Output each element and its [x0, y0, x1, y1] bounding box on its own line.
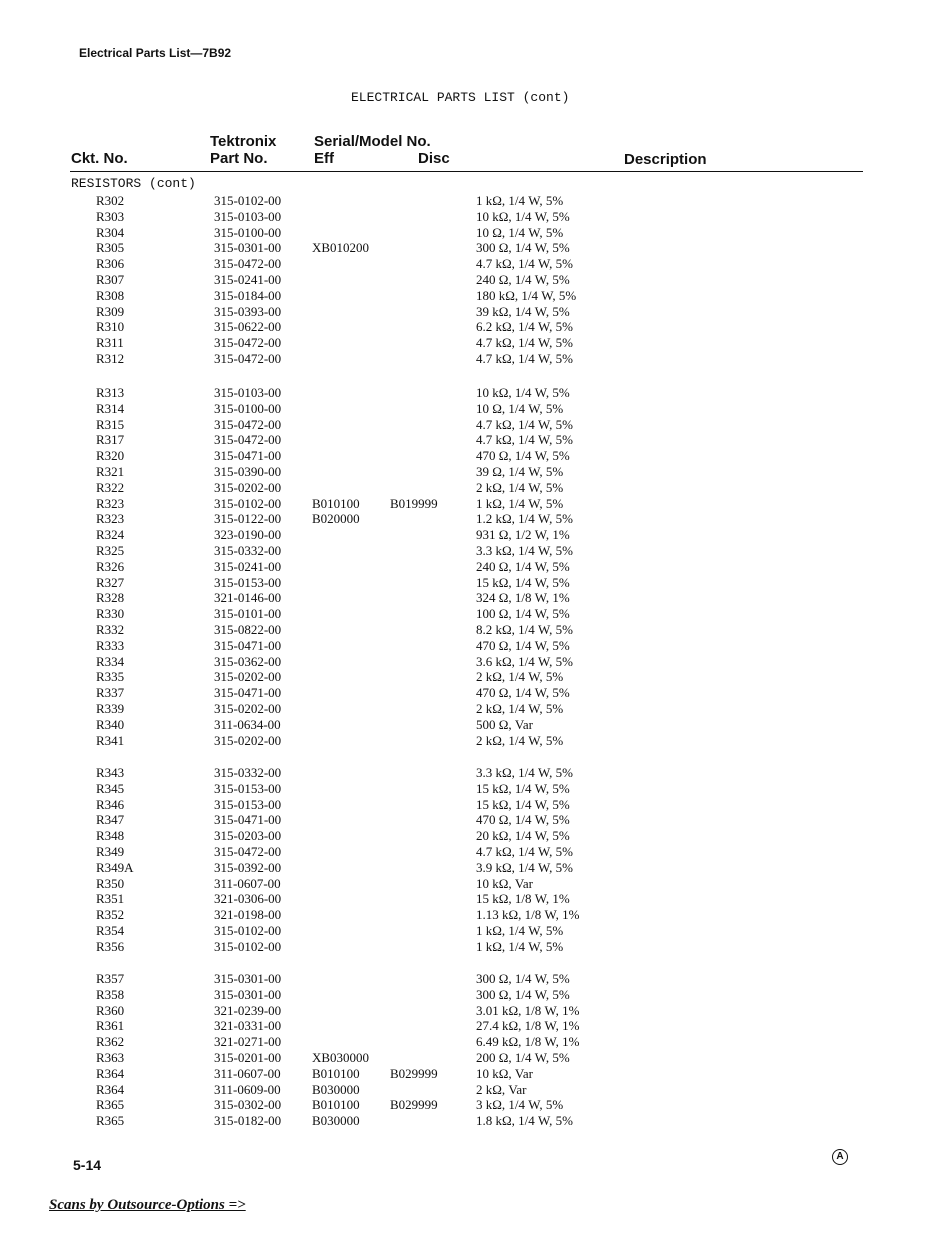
part-number: 315-0103-00	[214, 385, 282, 400]
ckt-number: R332	[96, 622, 125, 637]
part-number: 315-0100-00	[214, 400, 282, 416]
part-number: 315-0393-00	[214, 303, 282, 319]
description: 470 Ω, 1/4 W, 5%	[476, 448, 570, 464]
description: 10 kΩ, 1/4 W, 5%	[476, 208, 570, 224]
table-row	[0, 1018, 950, 1034]
table-row	[0, 1050, 950, 1066]
ckt-number: R365	[96, 1113, 125, 1129]
header-serial-model: Serial/Model No.	[314, 133, 431, 150]
ckt-number: R313	[96, 385, 125, 400]
running-head: Electrical Parts List—7B92	[79, 46, 232, 60]
description: 200 Ω, 1/4 W, 5%	[476, 1050, 570, 1065]
table-row	[0, 1113, 950, 1129]
ckt-number: R343	[96, 765, 125, 780]
ckt-number: R330	[96, 606, 125, 622]
part-number: 321-0271-00	[214, 1034, 282, 1050]
description: 1 kΩ, 1/4 W, 5%	[476, 193, 564, 208]
ckt-number: R349	[96, 844, 125, 859]
description: 15 kΩ, 1/4 W, 5%	[476, 780, 570, 796]
table-row	[0, 733, 950, 749]
description: 1.2 kΩ, 1/4 W, 5%	[476, 511, 573, 527]
serial-eff: B030000	[312, 1081, 360, 1097]
description: 3.3 kΩ, 1/4 W, 5%	[476, 765, 573, 780]
part-number: 315-0471-00	[214, 685, 282, 701]
ckt-number: R351	[96, 891, 125, 907]
table-row	[0, 987, 950, 1003]
table-row	[0, 240, 950, 256]
description: 4.7 kΩ, 1/4 W, 5%	[476, 256, 573, 272]
description: 470 Ω, 1/4 W, 5%	[476, 685, 570, 701]
part-number: 315-0153-00	[214, 780, 282, 796]
serial-disc: B019999	[390, 495, 438, 511]
part-number: 315-0472-00	[214, 256, 282, 272]
serial-eff: B010100	[312, 1097, 360, 1113]
ckt-number: R306	[96, 256, 125, 272]
list-title: ELECTRICAL PARTS LIST (cont)	[351, 90, 570, 105]
ckt-number: R307	[96, 272, 125, 287]
ckt-number: R350	[96, 875, 125, 891]
ckt-number: R352	[96, 907, 125, 923]
header-disc: Disc	[418, 150, 450, 167]
description: 300 Ω, 1/4 W, 5%	[476, 240, 570, 256]
description: 4.7 kΩ, 1/4 W, 5%	[476, 351, 573, 366]
table-row	[0, 844, 950, 860]
table-row	[0, 496, 950, 512]
ckt-number: R347	[96, 812, 125, 828]
description: 1 kΩ, 1/4 W, 5%	[476, 938, 564, 954]
description: 3.01 kΩ, 1/8 W, 1%	[476, 1002, 580, 1018]
description: 39 kΩ, 1/4 W, 5%	[476, 303, 570, 319]
description: 10 kΩ, Var	[476, 875, 533, 891]
table-row	[0, 559, 950, 575]
ckt-number: R337	[96, 685, 125, 701]
description: 1.8 kΩ, 1/4 W, 5%	[476, 1113, 573, 1129]
header-part-no: Part No.	[210, 150, 268, 167]
table-row	[0, 464, 950, 480]
table-row	[0, 417, 950, 433]
part-number: 315-0472-00	[214, 432, 282, 448]
ckt-number: R309	[96, 303, 125, 319]
description: 470 Ω, 1/4 W, 5%	[476, 637, 570, 653]
serial-eff: XB030000	[312, 1050, 370, 1065]
table-row	[0, 828, 950, 844]
table-row	[0, 448, 950, 464]
header-description: Description	[624, 151, 707, 168]
revision-mark-icon: A	[832, 1149, 848, 1165]
table-row	[0, 432, 950, 448]
table-row	[0, 876, 950, 892]
part-number: 315-0203-00	[214, 828, 282, 844]
table-row	[0, 971, 950, 987]
ckt-number: R356	[96, 938, 125, 954]
ckt-number: R310	[96, 319, 125, 335]
header-ckt-no: Ckt. No.	[71, 150, 128, 167]
description: 2 kΩ, Var	[476, 1081, 527, 1097]
table-row	[0, 1082, 950, 1098]
serial-disc: B029999	[390, 1097, 438, 1113]
ckt-number: R334	[96, 653, 125, 669]
table-row	[0, 1066, 950, 1082]
ckt-number: R323	[96, 511, 125, 527]
description: 6.2 kΩ, 1/4 W, 5%	[476, 319, 573, 335]
table-row	[0, 654, 950, 670]
serial-eff: XB010200	[312, 240, 370, 256]
table-row	[0, 335, 950, 351]
part-number: 311-0607-00	[214, 1065, 281, 1081]
table-row	[0, 891, 950, 907]
ckt-number: R305	[96, 240, 125, 256]
description: 15 kΩ, 1/4 W, 5%	[476, 574, 570, 590]
table-row	[0, 923, 950, 939]
description: 180 kΩ, 1/4 W, 5%	[476, 287, 577, 303]
table-row	[0, 1003, 950, 1019]
part-number: 315-0301-00	[214, 971, 282, 986]
serial-eff: B010100	[312, 495, 360, 511]
part-number: 311-0607-00	[214, 875, 281, 891]
part-number: 321-0306-00	[214, 891, 282, 907]
table-row	[0, 1097, 950, 1113]
table-row	[0, 225, 950, 241]
description: 20 kΩ, 1/4 W, 5%	[476, 828, 570, 844]
ckt-number: R363	[96, 1050, 125, 1065]
table-row	[0, 511, 950, 527]
table-row	[0, 527, 950, 543]
table-row	[0, 669, 950, 685]
part-number: 315-0184-00	[214, 287, 282, 303]
ckt-number: R340	[96, 716, 125, 732]
description: 27.4 kΩ, 1/8 W, 1%	[476, 1018, 580, 1034]
ckt-number: R320	[96, 448, 125, 464]
description: 100 Ω, 1/4 W, 5%	[476, 606, 570, 622]
part-number: 315-0102-00	[214, 193, 282, 208]
scan-credit-link[interactable]: Scans by Outsource-Options =>	[49, 1197, 246, 1213]
ckt-number: R321	[96, 464, 125, 479]
table-row	[0, 1034, 950, 1050]
ckt-number: R303	[96, 208, 125, 224]
description: 10 Ω, 1/4 W, 5%	[476, 224, 564, 240]
section-title: RESISTORS (cont)	[71, 176, 196, 191]
serial-disc: B029999	[390, 1065, 438, 1081]
description: 15 kΩ, 1/4 W, 5%	[476, 796, 570, 812]
description: 1 kΩ, 1/4 W, 5%	[476, 495, 564, 511]
part-number: 321-0331-00	[214, 1018, 282, 1034]
description: 2 kΩ, 1/4 W, 5%	[476, 701, 564, 716]
ckt-number: R323	[96, 495, 125, 511]
ckt-number: R302	[96, 193, 125, 208]
part-number: 321-0146-00	[214, 590, 282, 606]
description: 8.2 kΩ, 1/4 W, 5%	[476, 622, 573, 637]
table-row	[0, 638, 950, 654]
table-row	[0, 480, 950, 496]
ckt-number: R358	[96, 986, 125, 1002]
part-number: 321-0239-00	[214, 1002, 282, 1018]
ckt-number: R333	[96, 637, 125, 653]
serial-eff: B030000	[312, 1113, 360, 1129]
description: 39 Ω, 1/4 W, 5%	[476, 464, 564, 479]
table-row	[0, 797, 950, 813]
part-number: 315-0182-00	[214, 1113, 282, 1129]
ckt-number: R326	[96, 558, 125, 574]
part-number: 315-0202-00	[214, 669, 282, 685]
ckt-number: R346	[96, 796, 125, 812]
description: 6.49 kΩ, 1/8 W, 1%	[476, 1034, 580, 1050]
table-row	[0, 781, 950, 797]
part-number: 315-0153-00	[214, 574, 282, 590]
description: 240 Ω, 1/4 W, 5%	[476, 558, 570, 574]
part-number: 315-0100-00	[214, 224, 282, 240]
part-number: 315-0332-00	[214, 543, 282, 558]
part-number: 315-0102-00	[214, 923, 282, 938]
part-number: 315-0332-00	[214, 765, 282, 780]
ckt-number: R361	[96, 1018, 125, 1034]
description: 324 Ω, 1/8 W, 1%	[476, 590, 570, 606]
ckt-number: R328	[96, 590, 125, 606]
part-number: 321-0198-00	[214, 907, 282, 923]
table-row	[0, 590, 950, 606]
table-row	[0, 304, 950, 320]
part-number: 315-0472-00	[214, 351, 282, 366]
ckt-number: R304	[96, 224, 125, 240]
description: 4.7 kΩ, 1/4 W, 5%	[476, 335, 573, 351]
part-number: 315-0622-00	[214, 319, 282, 335]
description: 2 kΩ, 1/4 W, 5%	[476, 669, 564, 685]
ckt-number: R354	[96, 923, 125, 938]
ckt-number: R315	[96, 416, 125, 432]
table-row	[0, 193, 950, 209]
description: 931 Ω, 1/2 W, 1%	[476, 527, 570, 543]
description: 3.3 kΩ, 1/4 W, 5%	[476, 543, 573, 558]
description: 3.9 kΩ, 1/4 W, 5%	[476, 859, 573, 875]
ckt-number: R360	[96, 1002, 125, 1018]
part-number: 315-0301-00	[214, 240, 282, 256]
part-number: 315-0101-00	[214, 606, 282, 622]
ckt-number: R348	[96, 828, 125, 844]
ckt-number: R341	[96, 732, 125, 748]
description: 500 Ω, Var	[476, 716, 533, 732]
description: 10 Ω, 1/4 W, 5%	[476, 400, 564, 416]
table-row	[0, 907, 950, 923]
table-row	[0, 543, 950, 559]
part-number: 315-0472-00	[214, 844, 282, 859]
ckt-number: R325	[96, 543, 125, 558]
description: 1 kΩ, 1/4 W, 5%	[476, 923, 564, 938]
part-number: 315-0103-00	[214, 208, 282, 224]
part-number: 315-0392-00	[214, 859, 282, 875]
ckt-number: R339	[96, 701, 125, 716]
ckt-number: R322	[96, 479, 125, 495]
part-number: 315-0471-00	[214, 637, 282, 653]
description: 470 Ω, 1/4 W, 5%	[476, 812, 570, 828]
part-number: 315-0102-00	[214, 495, 282, 511]
ckt-number: R327	[96, 574, 125, 590]
table-row	[0, 685, 950, 701]
table-row	[0, 575, 950, 591]
table-row	[0, 860, 950, 876]
part-number: 315-0302-00	[214, 1097, 282, 1113]
header-eff: Eff	[314, 150, 334, 167]
table-row	[0, 765, 950, 781]
header-rule	[70, 171, 863, 172]
ckt-number: R357	[96, 971, 125, 986]
ckt-number: R317	[96, 432, 125, 448]
serial-eff: B010100	[312, 1065, 360, 1081]
part-number: 315-0472-00	[214, 335, 282, 351]
part-number: 315-0301-00	[214, 986, 282, 1002]
part-number: 311-0634-00	[214, 716, 281, 732]
description: 10 kΩ, 1/4 W, 5%	[476, 385, 570, 400]
part-number: 315-0241-00	[214, 272, 282, 287]
part-number: 315-0472-00	[214, 416, 282, 432]
ckt-number: R349A	[96, 859, 134, 875]
description: 4.7 kΩ, 1/4 W, 5%	[476, 416, 573, 432]
ckt-number: R365	[96, 1097, 125, 1113]
ckt-number: R308	[96, 287, 125, 303]
ckt-number: R362	[96, 1034, 125, 1050]
page-number: 5-14	[73, 1157, 102, 1173]
description: 300 Ω, 1/4 W, 5%	[476, 986, 570, 1002]
description: 3 kΩ, 1/4 W, 5%	[476, 1097, 564, 1113]
table-row	[0, 385, 950, 401]
table-row	[0, 351, 950, 367]
table-row	[0, 256, 950, 272]
part-number: 323-0190-00	[214, 527, 282, 543]
ckt-number: R314	[96, 400, 125, 416]
part-number: 315-0202-00	[214, 732, 282, 748]
description: 2 kΩ, 1/4 W, 5%	[476, 479, 564, 495]
part-number: 315-0102-00	[214, 938, 282, 954]
description: 1.13 kΩ, 1/8 W, 1%	[476, 907, 580, 923]
part-number: 315-0202-00	[214, 701, 282, 716]
part-number: 315-0241-00	[214, 558, 282, 574]
description: 15 kΩ, 1/8 W, 1%	[476, 891, 570, 907]
part-number: 315-0362-00	[214, 653, 282, 669]
description: 2 kΩ, 1/4 W, 5%	[476, 732, 564, 748]
description: 300 Ω, 1/4 W, 5%	[476, 971, 570, 986]
table-row	[0, 939, 950, 955]
ckt-number: R364	[96, 1065, 125, 1081]
description: 240 Ω, 1/4 W, 5%	[476, 272, 570, 287]
part-number: 311-0609-00	[214, 1081, 281, 1097]
table-row	[0, 622, 950, 638]
ckt-number: R311	[96, 335, 124, 351]
header-tektronix: Tektronix	[210, 133, 277, 150]
description: 10 kΩ, Var	[476, 1065, 533, 1081]
table-row	[0, 288, 950, 304]
description: 4.7 kΩ, 1/4 W, 5%	[476, 432, 573, 448]
table-row	[0, 812, 950, 828]
description: 3.6 kΩ, 1/4 W, 5%	[476, 653, 573, 669]
ckt-number: R312	[96, 351, 125, 366]
serial-eff: B020000	[312, 511, 360, 527]
part-number: 315-0122-00	[214, 511, 282, 527]
table-row	[0, 209, 950, 225]
ckt-number: R335	[96, 669, 125, 685]
part-number: 315-0202-00	[214, 479, 282, 495]
part-number: 315-0201-00	[214, 1050, 282, 1065]
part-number: 315-0471-00	[214, 812, 282, 828]
description: 4.7 kΩ, 1/4 W, 5%	[476, 844, 573, 859]
ckt-number: R324	[96, 527, 125, 543]
ckt-number: R364	[96, 1081, 125, 1097]
part-number: 315-0153-00	[214, 796, 282, 812]
table-row	[0, 401, 950, 417]
table-row	[0, 319, 950, 335]
part-number: 315-0471-00	[214, 448, 282, 464]
table-row	[0, 717, 950, 733]
table-row	[0, 272, 950, 288]
part-number: 315-0822-00	[214, 622, 282, 637]
part-number: 315-0390-00	[214, 464, 282, 479]
table-row	[0, 701, 950, 717]
table-row	[0, 606, 950, 622]
ckt-number: R345	[96, 780, 125, 796]
